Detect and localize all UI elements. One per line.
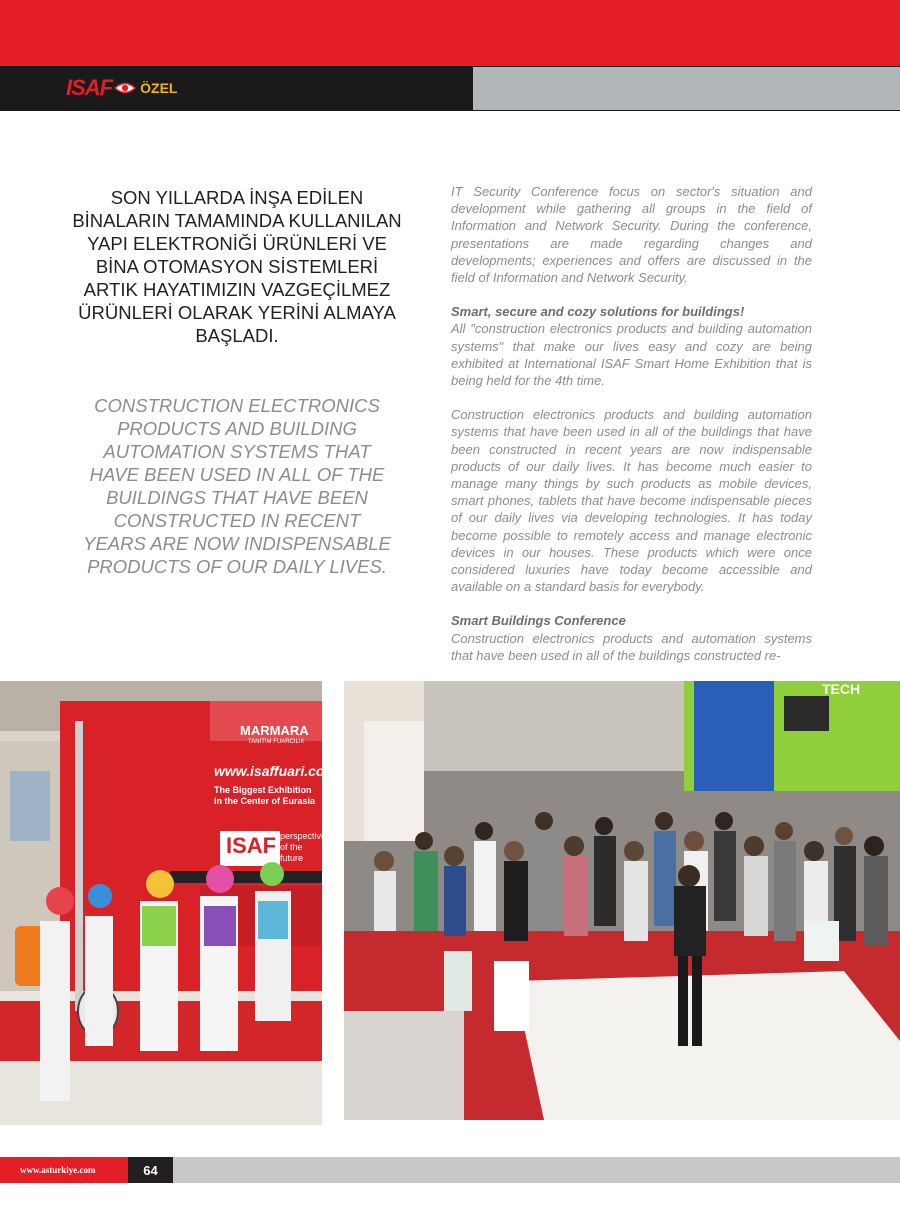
quote-line: ARTIK HAYATIMIZIN VAZGEÇİLMEZ — [83, 279, 391, 300]
booth-sign: TECH — [822, 681, 861, 697]
stand-isaf: ISAF — [226, 833, 277, 858]
quote-line: BAŞLADI. — [195, 325, 279, 346]
article-paragraph: All "construction electronics products and building automation systems" that make our lives easy and cozy are being exhibited at International ISAF Smart Home Exhibition that is being held for the 4th time. — [451, 321, 812, 389]
footer-url[interactable]: www.asturkiye.com — [0, 1157, 128, 1183]
article-subheading: Smart Buildings Conference — [451, 613, 626, 629]
stand-url: www.isaffuari.com — [214, 763, 337, 779]
article-section — [451, 612, 812, 664]
quote-line: HAVE BEEN USED IN ALL OF THE — [89, 464, 385, 485]
quote-line: CONSTRUCTION ELECTRONICS — [94, 395, 380, 416]
quote-line: BİNALARIN TAMAMINDA KULLANILAN — [72, 210, 402, 231]
logo-text: ISAF — [66, 75, 113, 100]
crowd-scene — [344, 681, 900, 1120]
english-pull-quote — [66, 394, 408, 578]
quote-line: BİNA OTOMASYON SİSTEMLERİ — [95, 256, 379, 277]
photo-exhibition-crowd — [344, 681, 900, 1120]
top-color-band — [0, 0, 900, 66]
section-label: ÖZEL — [140, 80, 178, 96]
stand-line: The Biggest Exhibition — [214, 785, 312, 795]
quote-line: AUTOMATION SYSTEMS THAT — [103, 441, 371, 462]
turkish-pull-quote — [66, 186, 408, 347]
stand-line: in the Center of Eurasia — [214, 796, 316, 806]
stand-brand-sub: TANITIM FUARCILIK — [248, 739, 305, 745]
quote-line: PRODUCTS AND BUILDING — [117, 418, 357, 439]
stand-scene — [0, 681, 327, 1125]
quote-line: CONSTRUCTED IN RECENT — [113, 510, 361, 531]
article-paragraph: Construction electronics products and automation systems that have been used in all of the buildings constructed re- — [451, 630, 812, 663]
page-number: 64 — [128, 1157, 173, 1183]
stand-tagline: perspective of the future — [280, 831, 327, 863]
stand-headline — [214, 785, 322, 807]
eye-icon — [114, 81, 136, 95]
photo-exhibition-stand — [0, 681, 337, 1125]
header-gray-panel — [473, 67, 900, 110]
isaf-logo — [66, 74, 177, 102]
stand-brand: MARMARA — [240, 723, 309, 738]
quote-line: PRODUCTS OF OUR DAILY LIVES. — [87, 556, 387, 577]
article-paragraph: IT Security Conference focus on sector's situation and development while gathering all groups in the field of Information and Network Security. During the conference, presentations are made regarding changes and developments; experiences and offers are discussed in the field of Information and Network Security. — [451, 184, 812, 286]
article-paragraph: Construction electronics products and building automation systems that have been used in all of the buildings that have been constructed in recent years are now indispensable products of our daily lives. It has become much easier to manage many things by such products as mobile devices, smart phones, tablets that have become indispensable pieces of our daily lives via developing technologies. It has today become possible to remotely access and manage electronic devices in our houses. These products which were once considered luxuries have today become accessible and available on a standard basis for everybody. — [451, 407, 812, 595]
quote-line: BUILDINGS THAT HAVE BEEN — [106, 487, 368, 508]
quote-line: YEARS ARE NOW INDISPENSABLE — [83, 533, 391, 554]
quote-line: ÜRÜNLERİ OLARAK YERİNİ ALMAYA — [78, 302, 396, 323]
article-section — [451, 303, 812, 389]
article-body — [451, 183, 812, 681]
article-subheading: Smart, secure and cozy solutions for buildings! — [451, 304, 745, 320]
quote-line: SON YILLARDA İNŞA EDİLEN — [110, 187, 364, 208]
quote-line: YAPI ELEKTRONİĞİ ÜRÜNLERİ VE — [87, 233, 387, 254]
